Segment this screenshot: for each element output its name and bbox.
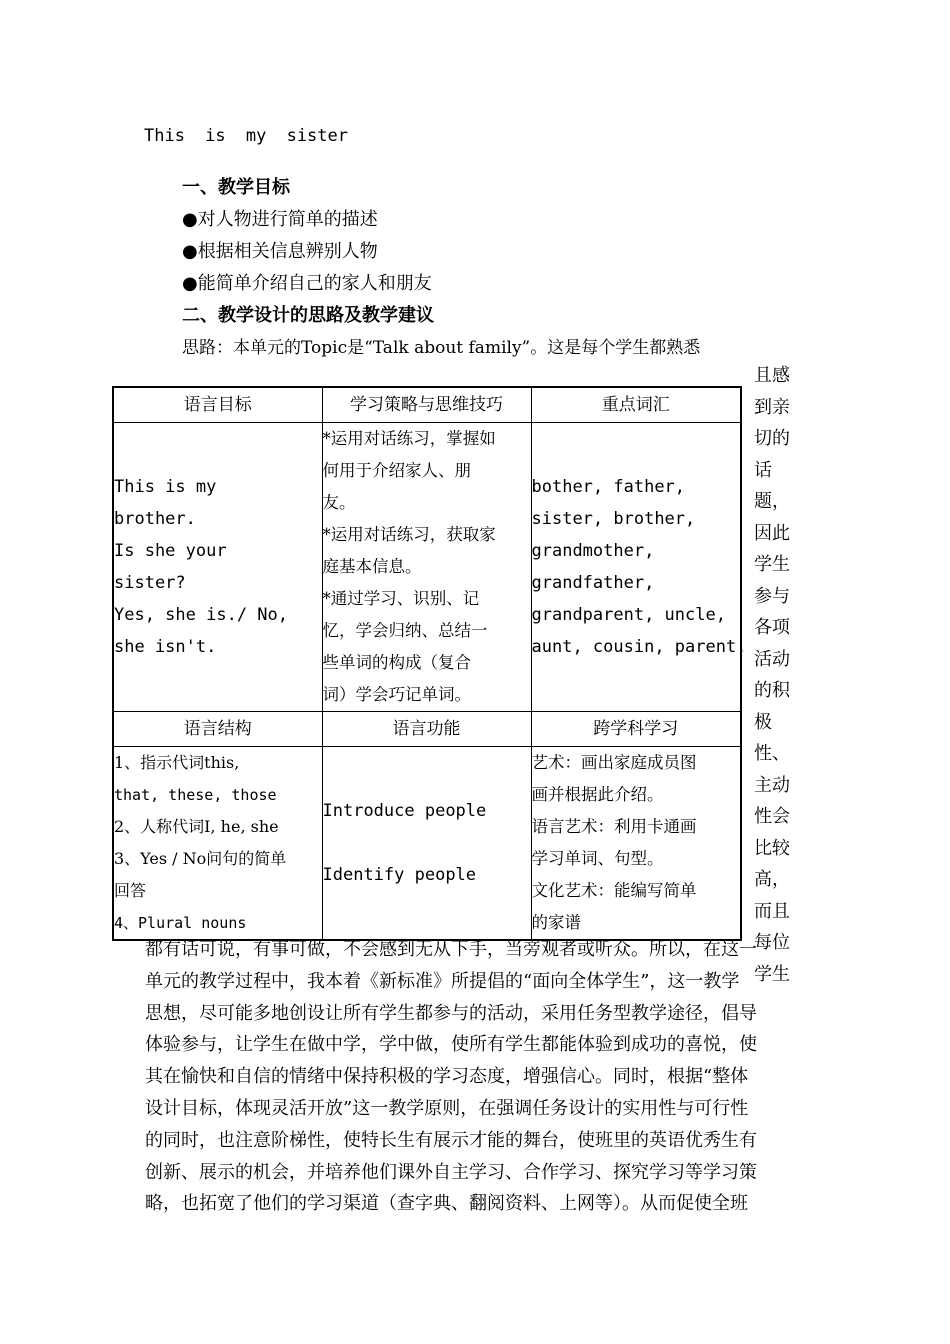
objective-bullet: ●对人物进行简单的描述 bbox=[182, 209, 378, 230]
side-text: 学生 bbox=[754, 554, 790, 575]
side-text: 活动 bbox=[754, 648, 790, 670]
paragraph-line: 思想，尽可能多地创设让所有学生都参与的活动，采用任务型教学途径，倡导 bbox=[145, 1002, 757, 1024]
section2-heading: 二、教学设计的思路及教学建议 bbox=[182, 305, 434, 326]
side-text: 高， bbox=[754, 869, 790, 890]
cell-line: 4、Plural nouns bbox=[114, 914, 247, 932]
cell-line: *运用对话练习，获取家 bbox=[322, 525, 496, 544]
strategy-cell bbox=[322, 423, 531, 712]
cell-line: 1、指示代词this, bbox=[114, 753, 240, 772]
paragraph-line: 都有话可说，有事可做，不会感到无从下手，当旁观者或听众。所以，在这一 bbox=[145, 939, 757, 960]
cell-line: sister, brother, bbox=[531, 509, 696, 529]
paragraph-line: 略，也拓宽了他们的学习渠道（查字典、翻阅资料、上网等）。从而促使全班 bbox=[145, 1193, 748, 1215]
paragraph-line: 单元的教学过程中，我本着《新标准》所提倡的“面向全体学生”，这一教学 bbox=[145, 970, 740, 992]
cell-line: Introduce people bbox=[322, 801, 487, 821]
side-text: 而且 bbox=[754, 900, 790, 922]
cell-line: 2、人称代词I, he, she bbox=[114, 817, 279, 836]
cell-line: This is my bbox=[114, 477, 217, 497]
side-text: 的积 bbox=[754, 680, 790, 701]
cell-line: she isn't. bbox=[114, 637, 217, 657]
table-row bbox=[113, 747, 741, 941]
side-text: 极性、 bbox=[754, 711, 790, 764]
table-header-cell: 学习策略与思维技巧 bbox=[322, 387, 531, 423]
cell-line: bother, father, bbox=[531, 477, 686, 497]
vocabulary-cell bbox=[531, 423, 747, 712]
table-header-cell: 语言功能 bbox=[322, 712, 531, 747]
cell-line: *通过学习、识别、记 bbox=[322, 589, 480, 608]
cell-line: 艺术：画出家庭成员图 bbox=[531, 753, 697, 772]
cell-line: 语言艺术：利用卡通画 bbox=[531, 817, 697, 836]
table-header-row bbox=[113, 387, 741, 423]
cell-line: grandparent, uncle, bbox=[531, 605, 726, 625]
cell-line: 庭基本信息。 bbox=[322, 557, 422, 576]
section1-heading: 一、教学目标 bbox=[182, 177, 290, 198]
cell-line: 文化艺术：能编写简单 bbox=[531, 881, 697, 900]
objective-bullet: ●能简单介绍自己的家人和朋友 bbox=[182, 273, 432, 294]
cell-line: Is she your bbox=[114, 541, 227, 561]
side-text: 学生 bbox=[754, 963, 790, 985]
cell-line: 的家谱 bbox=[531, 913, 581, 932]
cell-line: grandmother, bbox=[531, 541, 655, 561]
paragraph-line: 创新、展示的机会，并培养他们课外自主学习、合作学习、探究学习等学习策 bbox=[145, 1161, 757, 1183]
side-text: 因此 bbox=[754, 522, 790, 544]
table-header-row bbox=[113, 712, 741, 747]
side-text: 且感 bbox=[754, 365, 790, 386]
teaching-table bbox=[112, 386, 747, 941]
side-text: 参与 bbox=[754, 585, 790, 607]
body-paragraph bbox=[145, 934, 805, 1220]
language-function-cell bbox=[322, 747, 531, 941]
side-text: 话题， bbox=[754, 459, 790, 512]
paragraph-line: 其在愉快和自信的情绪中保持积极的学习态度，增强信心。同时，根据“整体 bbox=[145, 1066, 749, 1088]
document-title: This is my sister bbox=[144, 126, 348, 146]
table-row bbox=[113, 423, 741, 712]
cross-subject-cell bbox=[531, 747, 741, 941]
objective-bullet: ●根据相关信息辨别人物 bbox=[182, 241, 378, 262]
cell-line: grandfather, bbox=[531, 573, 655, 593]
table-header-cell: 语言目标 bbox=[113, 387, 322, 423]
side-text-column bbox=[754, 360, 804, 990]
side-text: 各项 bbox=[754, 617, 790, 638]
paragraph-line: 体验参与，让学生在做中学，学中做，使所有学生都能体验到成功的喜悦，使 bbox=[145, 1034, 757, 1056]
language-structure-cell bbox=[113, 747, 322, 941]
paragraph-line: 设计目标，体现灵活开放”这一教学原则，在强调任务设计的实用性与可行性 bbox=[145, 1097, 749, 1119]
side-text: 主动 bbox=[754, 774, 790, 796]
side-text: 切的 bbox=[754, 428, 790, 449]
cell-line: sister? bbox=[114, 573, 186, 593]
cell-line: 词）学会巧记单词。 bbox=[322, 685, 471, 704]
cell-line: 学习单词、句型。 bbox=[531, 849, 664, 868]
cell-line: 些单词的构成（复合 bbox=[322, 653, 471, 672]
section2-intro: 思路：本单元的Topic是“Talk about family”。这是每个学生都熟悉 bbox=[182, 338, 701, 358]
side-text: 每位 bbox=[754, 932, 790, 953]
table-header-cell: 语言结构 bbox=[113, 712, 322, 747]
paragraph-line: 的同时，也注意阶梯性，使特长生有展示才能的舞台，使班里的英语优秀生有 bbox=[145, 1129, 757, 1151]
cell-line: that, these, those bbox=[114, 786, 277, 804]
cell-line: brother. bbox=[114, 509, 196, 529]
side-text: 比较 bbox=[754, 837, 790, 859]
language-goals-cell bbox=[113, 423, 322, 712]
cell-line: 忆，学会归纳、总结一 bbox=[322, 621, 488, 640]
cell-line: 画并根据此介绍。 bbox=[531, 785, 664, 804]
cell-line: 回答 bbox=[114, 881, 147, 900]
side-text: 到亲 bbox=[754, 396, 790, 418]
cell-line: Identify people bbox=[322, 865, 477, 885]
cell-line: 3、Yes / No问句的简单 bbox=[114, 849, 287, 868]
cell-line: aunt, cousin, parent. bbox=[531, 637, 747, 657]
table-header-cell: 跨学科学习 bbox=[531, 712, 741, 747]
cell-line: *运用对话练习，掌握如 bbox=[322, 429, 496, 448]
cell-line: Yes, she is./ No, bbox=[114, 605, 288, 625]
cell-line: 友。 bbox=[322, 493, 356, 512]
side-text: 性会 bbox=[754, 806, 790, 827]
table-header-cell: 重点词汇 bbox=[531, 387, 741, 423]
cell-line: 何用于介绍家人、朋 bbox=[322, 461, 471, 480]
